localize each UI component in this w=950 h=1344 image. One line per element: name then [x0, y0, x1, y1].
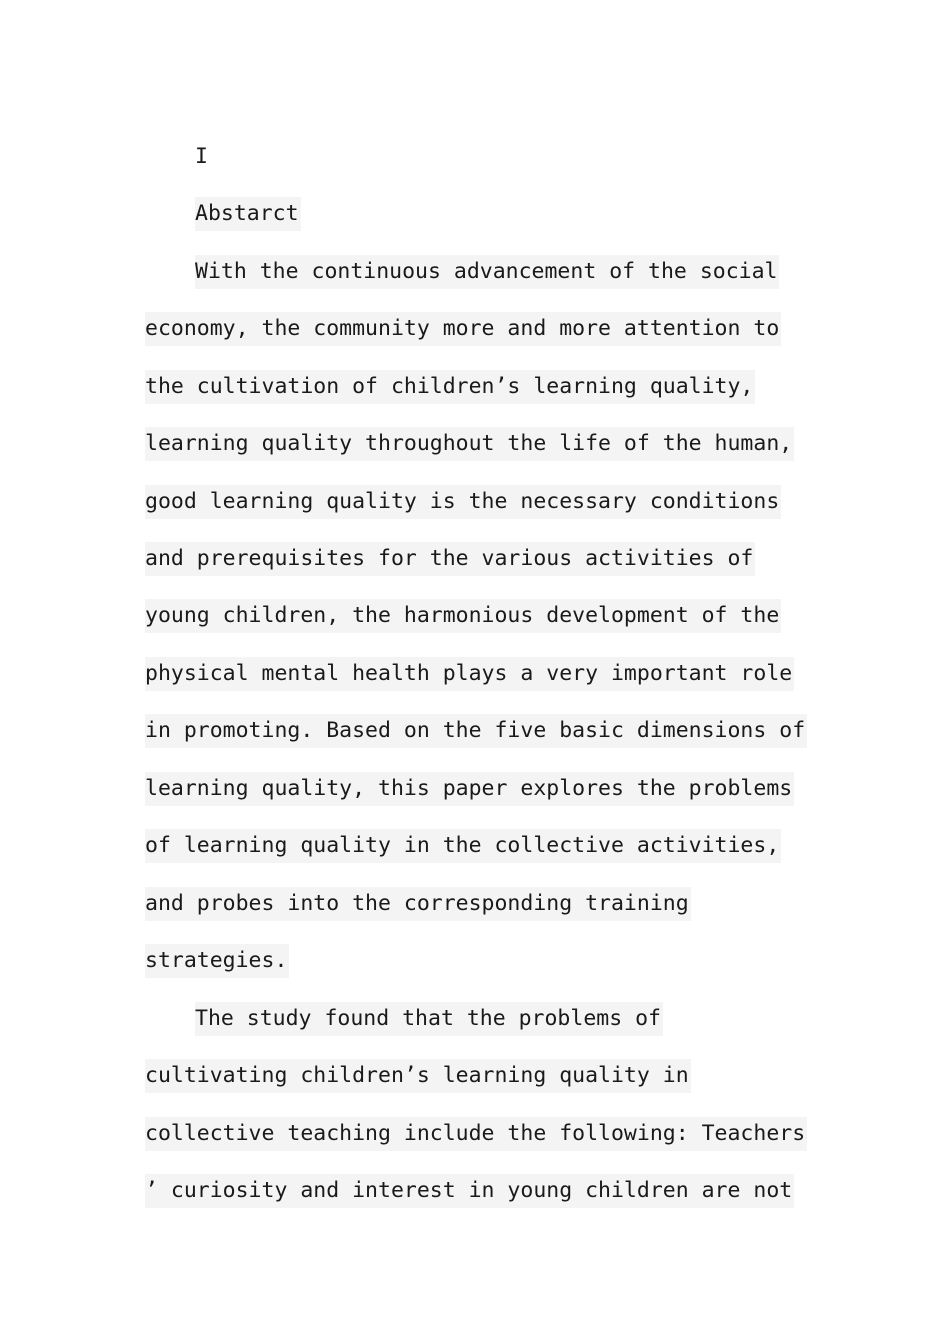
paragraph-line: the cultivation of children’s learning quality,: [145, 370, 755, 404]
paragraph-line: in promoting. Based on the five basic dimensions of: [145, 714, 807, 748]
paragraph-line: The study found that the problems of: [195, 1002, 663, 1036]
page-number: I: [195, 144, 208, 169]
paragraph-line: cultivating children’s learning quality in: [145, 1059, 691, 1093]
paragraph-line: physical mental health plays a very important role: [145, 657, 794, 691]
paragraph-line: collective teaching include the following: Teachers: [145, 1117, 807, 1151]
paragraph-line: strategies.: [145, 944, 289, 978]
paragraph-line: of learning quality in the collective activities,: [145, 829, 781, 863]
paragraph-line: learning quality, this paper explores the problems: [145, 772, 794, 806]
paragraph-line: and prerequisites for the various activities of: [145, 542, 755, 576]
paragraph-line: learning quality throughout the life of the human,: [145, 427, 794, 461]
paragraph-line: young children, the harmonious development of the: [145, 599, 781, 633]
paragraph-line: and probes into the corresponding training: [145, 887, 691, 921]
paragraph-line: good learning quality is the necessary conditions: [145, 485, 781, 519]
paragraph-line: ’ curiosity and interest in young children are not: [145, 1174, 794, 1208]
paragraph-line: With the continuous advancement of the social: [195, 255, 779, 289]
paragraph-line: economy, the community more and more attention to: [145, 312, 781, 346]
abstract-heading: Abstarct: [195, 197, 301, 231]
